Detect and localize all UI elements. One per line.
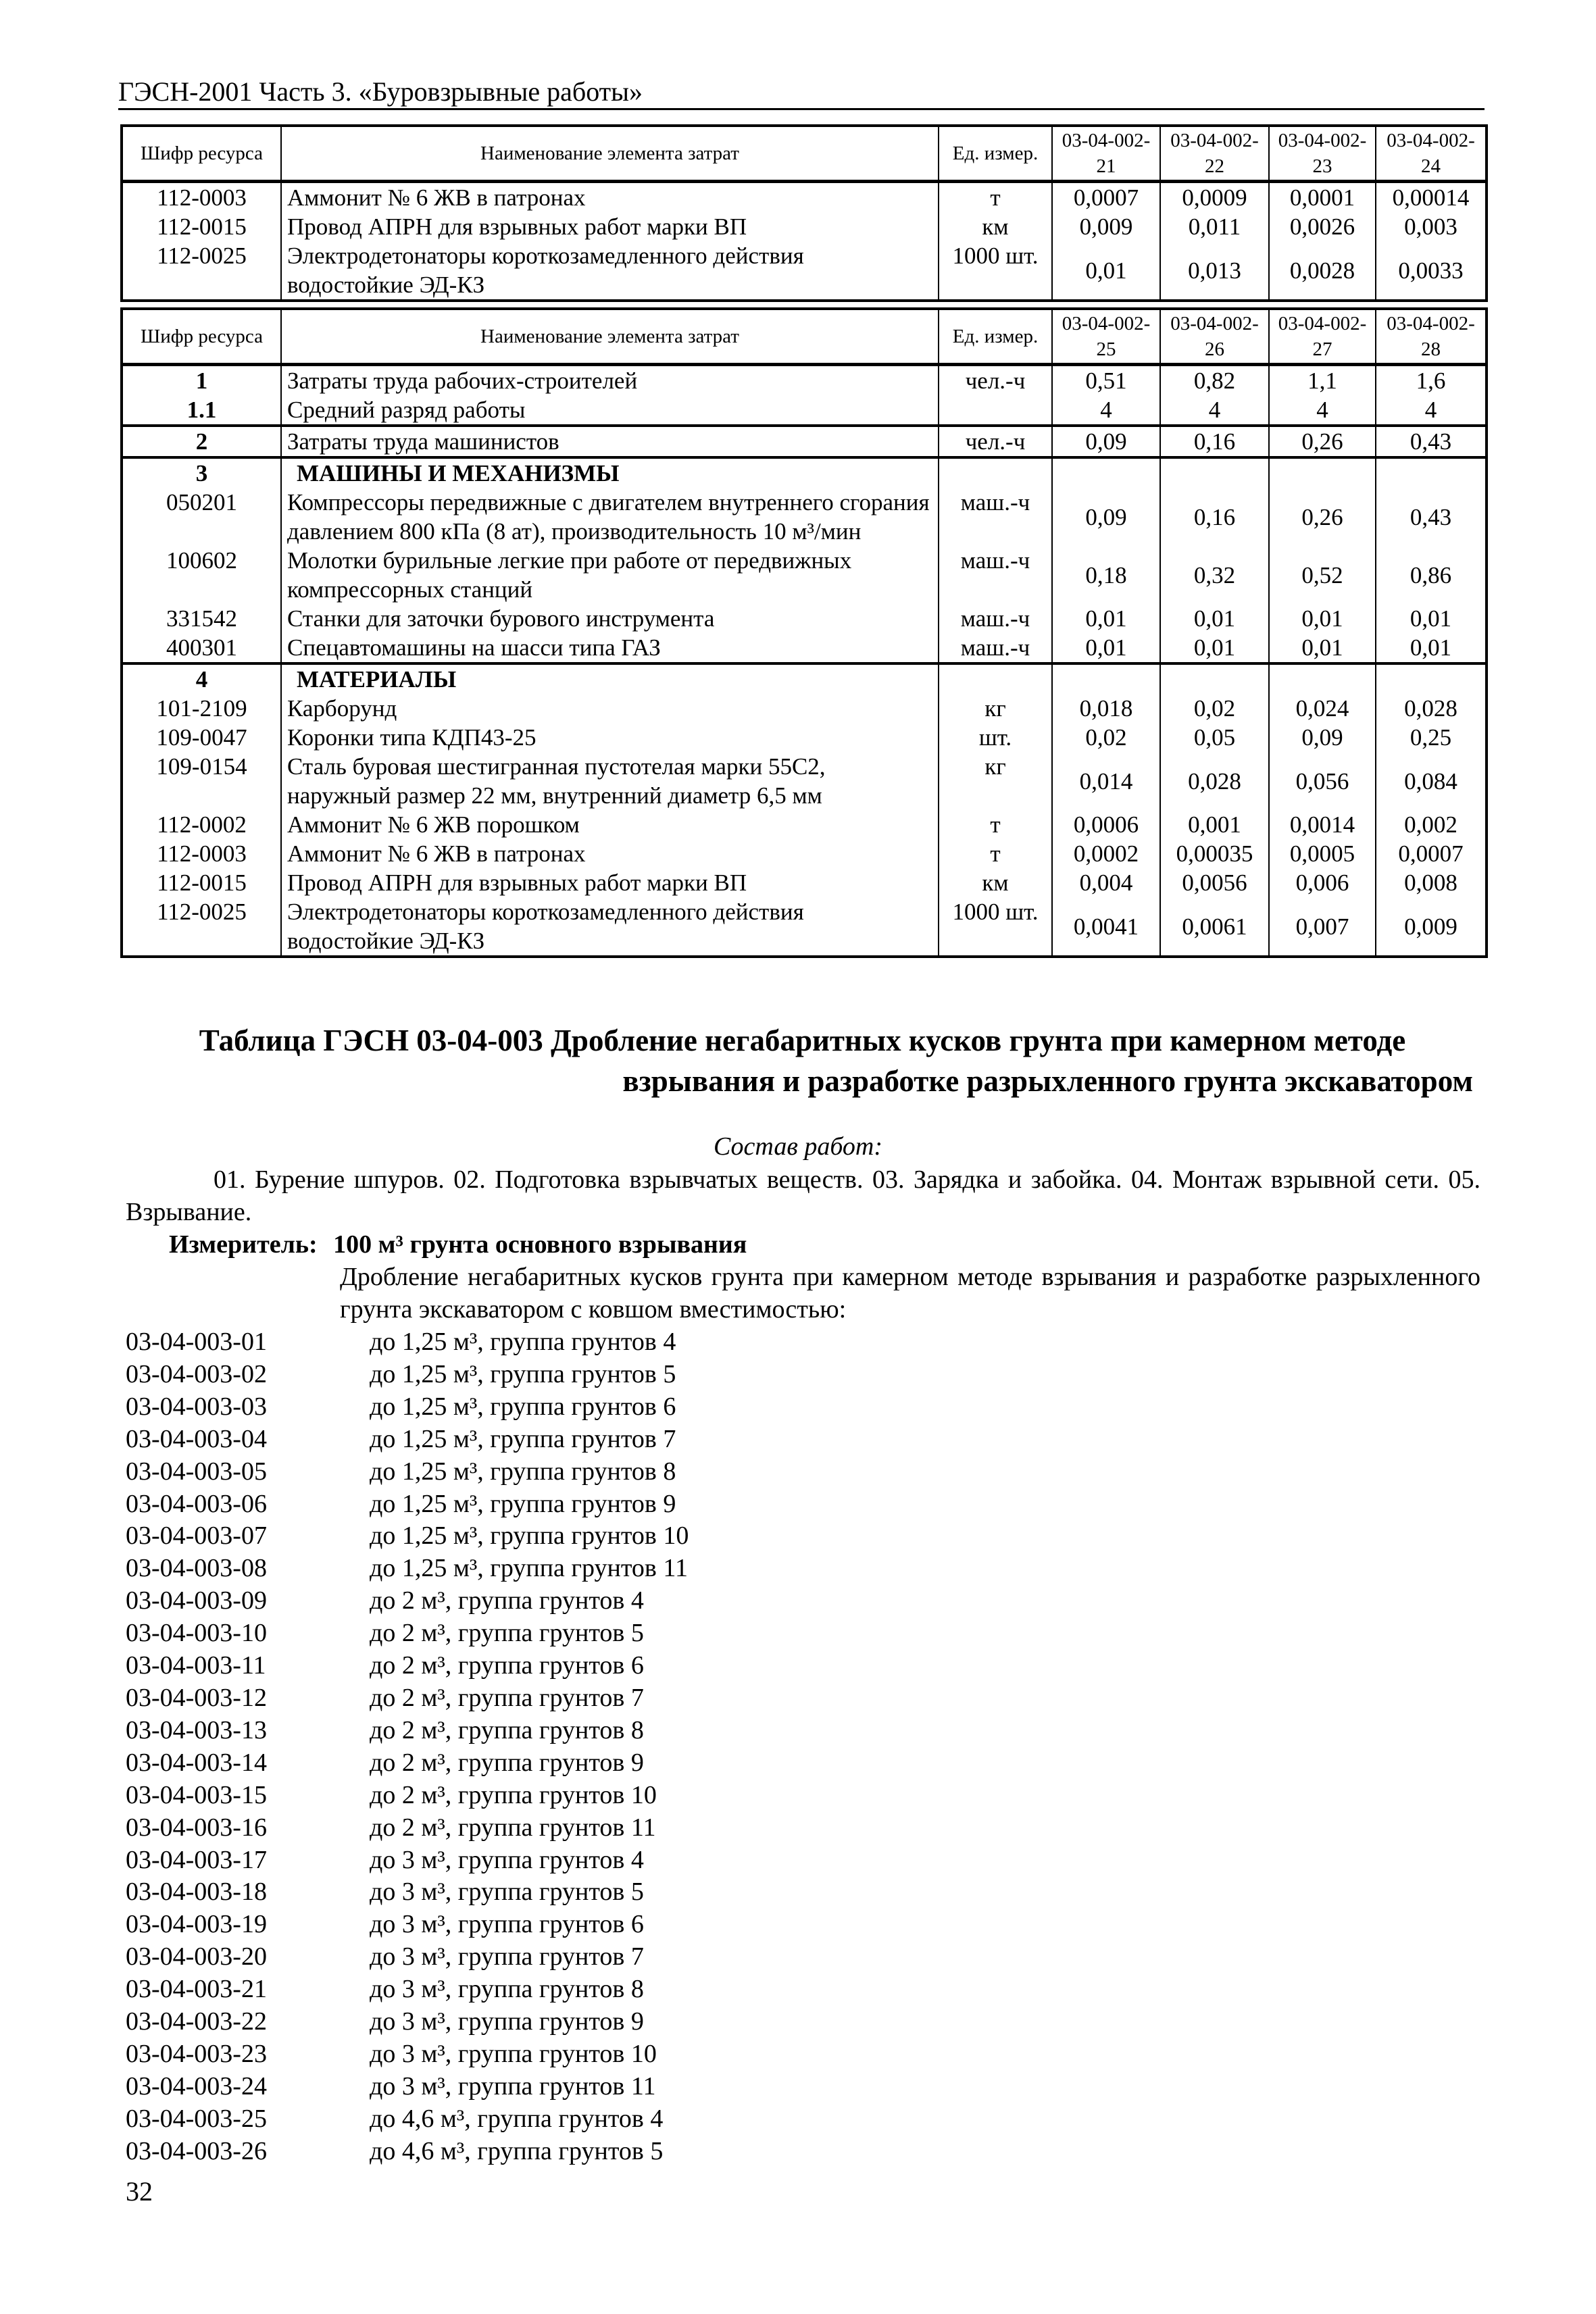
table-header-row xyxy=(122,309,1487,365)
value: 0,056 xyxy=(1269,752,1376,810)
value: 0,001 xyxy=(1160,810,1269,839)
value: 0,0033 xyxy=(1376,241,1487,301)
value: 0,0026 xyxy=(1269,212,1376,241)
unit: 1000 шт. xyxy=(939,897,1052,957)
header-rule xyxy=(118,108,1485,110)
unit xyxy=(939,663,1052,694)
value: 0,006 xyxy=(1269,868,1376,897)
resource-code: 2 xyxy=(122,426,281,457)
column-header: 03-04-002-27 xyxy=(1269,309,1376,365)
norm-code: 03-04-003-03 xyxy=(126,1392,267,1421)
resource-code: 112-0025 xyxy=(122,241,281,301)
value: 0,0061 xyxy=(1160,897,1269,957)
resource-code: 331542 xyxy=(122,604,281,633)
value: 0,0005 xyxy=(1269,839,1376,868)
cost-element: Аммонит № 6 ЖВ в патронах xyxy=(281,839,939,868)
resource-code: 112-0003 xyxy=(122,182,281,213)
table-row xyxy=(122,182,1487,213)
value: 0,0002 xyxy=(1052,839,1160,868)
norm-code: 03-04-003-18 xyxy=(126,1878,267,1907)
norm-code: 03-04-003-20 xyxy=(126,1942,267,1971)
cost-element: Коронки типа КДП43-25 xyxy=(281,723,939,752)
value: 0,009 xyxy=(1052,212,1160,241)
column-header: 03-04-002-21 xyxy=(1052,126,1160,182)
value: 0,008 xyxy=(1376,868,1487,897)
norm-description: до 2 м³, группа грунтов 8 xyxy=(370,1715,644,1744)
column-header: 03-04-002-23 xyxy=(1269,126,1376,182)
unit: шт. xyxy=(939,723,1052,752)
table-row xyxy=(122,723,1487,752)
norm-description: до 3 м³, группа грунтов 5 xyxy=(370,1878,644,1907)
value xyxy=(1052,457,1160,488)
value: 0,028 xyxy=(1376,694,1487,723)
resource-code: 101-2109 xyxy=(122,694,281,723)
table-row xyxy=(122,488,1487,546)
value: 0,18 xyxy=(1052,546,1160,604)
cost-element: Затраты труда рабочих-строителей xyxy=(281,365,939,396)
list-item xyxy=(126,1488,689,1521)
table-row xyxy=(122,897,1487,957)
norm-description: до 1,25 м³, группа грунтов 5 xyxy=(370,1359,676,1388)
list-item xyxy=(126,1326,689,1359)
norm-description: до 1,25 м³, группа грунтов 11 xyxy=(370,1554,688,1583)
table-row xyxy=(122,839,1487,868)
column-header: 03-04-002-25 xyxy=(1052,309,1160,365)
column-header: 03-04-002-24 xyxy=(1376,126,1487,182)
norm-code: 03-04-003-16 xyxy=(126,1813,267,1842)
list-item xyxy=(126,1391,689,1424)
cost-element: Спецавтомашины на шасси типа ГАЗ xyxy=(281,633,939,663)
norm-description: до 2 м³, группа грунтов 9 xyxy=(370,1748,644,1777)
norm-description: до 1,25 м³, группа грунтов 10 xyxy=(370,1521,689,1551)
value: 0,01 xyxy=(1052,633,1160,663)
list-item xyxy=(126,1585,689,1617)
value xyxy=(1376,457,1487,488)
norm-code: 03-04-003-13 xyxy=(126,1715,267,1744)
resource-code: 112-0003 xyxy=(122,839,281,868)
table-row xyxy=(122,694,1487,723)
unit: кг xyxy=(939,752,1052,810)
title-line-2: взрывания и разработке разрыхленного грунта экскаватором xyxy=(622,1064,1473,1098)
value: 0,00014 xyxy=(1376,182,1487,213)
cost-element: Аммонит № 6 ЖВ в патронах xyxy=(281,182,939,213)
value: 0,01 xyxy=(1376,633,1487,663)
page-number: 32 xyxy=(126,2176,153,2207)
column-header: Шифр ресурса xyxy=(122,126,281,182)
value: 0,0007 xyxy=(1376,839,1487,868)
value: 0,01 xyxy=(1269,604,1376,633)
value: 0,009 xyxy=(1376,897,1487,957)
norm-description: до 3 м³, группа грунтов 8 xyxy=(370,1975,644,2004)
column-header: 03-04-002-26 xyxy=(1160,309,1269,365)
column-header: Наименование элемента затрат xyxy=(281,126,939,182)
norm-description: до 2 м³, группа грунтов 4 xyxy=(370,1586,644,1615)
unit: маш.-ч xyxy=(939,546,1052,604)
resource-code: 112-0015 xyxy=(122,212,281,241)
norm-description: до 4,6 м³, группа грунтов 4 xyxy=(370,2104,664,2133)
norm-description: до 1,25 м³, группа грунтов 7 xyxy=(370,1424,676,1453)
work-heading: Состав работ: xyxy=(713,1132,883,1161)
norm-description: до 3 м³, группа грунтов 11 xyxy=(370,2071,656,2101)
value: 0,0006 xyxy=(1052,810,1160,839)
list-item xyxy=(126,1909,689,1941)
norm-description: до 4,6 м³, группа грунтов 5 xyxy=(370,2136,664,2165)
unit: чел.-ч xyxy=(939,426,1052,457)
value: 0,028 xyxy=(1160,752,1269,810)
table-row xyxy=(122,868,1487,897)
value: 0,43 xyxy=(1376,488,1487,546)
value: 0,26 xyxy=(1269,488,1376,546)
norm-list xyxy=(126,1326,689,2168)
table-row xyxy=(122,810,1487,839)
cost-element: Карборунд xyxy=(281,694,939,723)
norm-description: до 1,25 м³, группа грунтов 8 xyxy=(370,1457,676,1486)
value: 0,084 xyxy=(1376,752,1487,810)
table-header-row xyxy=(122,126,1487,182)
value xyxy=(1269,663,1376,694)
value: 0,003 xyxy=(1376,212,1487,241)
norm-code: 03-04-003-06 xyxy=(126,1489,267,1518)
table-row xyxy=(122,241,1487,301)
norm-code: 03-04-003-21 xyxy=(126,1975,267,2004)
unit: кг xyxy=(939,694,1052,723)
value: 0,01 xyxy=(1160,604,1269,633)
norm-description: до 3 м³, группа грунтов 10 xyxy=(370,2039,657,2068)
value: 0,02 xyxy=(1160,694,1269,723)
table-row xyxy=(122,604,1487,633)
list-item xyxy=(126,1844,689,1877)
table-title xyxy=(118,1020,1473,1101)
value: 0,02 xyxy=(1052,723,1160,752)
value: 0,52 xyxy=(1269,546,1376,604)
unit xyxy=(939,457,1052,488)
unit: маш.-ч xyxy=(939,604,1052,633)
list-item xyxy=(126,1682,689,1715)
norm-code: 03-04-003-23 xyxy=(126,2039,267,2068)
norm-code: 03-04-003-22 xyxy=(126,2007,267,2036)
unit xyxy=(939,395,1052,426)
value: 0,007 xyxy=(1269,897,1376,957)
norm-description: до 2 м³, группа грунтов 10 xyxy=(370,1780,657,1809)
value: 1,6 xyxy=(1376,365,1487,396)
list-item xyxy=(126,2038,689,2071)
list-item xyxy=(126,2071,689,2103)
cost-element: Электродетонаторы короткозамедленного действия водостойкие ЭД-КЗ xyxy=(281,241,939,301)
unit: км xyxy=(939,868,1052,897)
cost-element: Молотки бурильные легкие при работе от передвижных компрессорных станций xyxy=(281,546,939,604)
norm-code: 03-04-003-08 xyxy=(126,1554,267,1583)
value: 0,86 xyxy=(1376,546,1487,604)
cost-element: МАТЕРИАЛЫ xyxy=(281,663,939,694)
value: 4 xyxy=(1269,395,1376,426)
resource-code: 4 xyxy=(122,663,281,694)
cost-element: Сталь буровая шестигранная пустотелая марки 55С2, наружный размер 22 мм, внутренний диаметр 6,5 мм xyxy=(281,752,939,810)
norm-code: 03-04-003-09 xyxy=(126,1586,267,1615)
value: 0,01 xyxy=(1160,633,1269,663)
value: 0,0028 xyxy=(1269,241,1376,301)
value: 0,09 xyxy=(1052,488,1160,546)
norm-code: 03-04-003-12 xyxy=(126,1683,267,1712)
list-item xyxy=(126,1553,689,1585)
value: 0,002 xyxy=(1376,810,1487,839)
unit: маш.-ч xyxy=(939,488,1052,546)
norm-code: 03-04-003-04 xyxy=(126,1424,267,1453)
value xyxy=(1052,663,1160,694)
list-item xyxy=(126,2103,689,2136)
title-line-1: Таблица ГЭСН 03-04-003 Дробление негабаритных кусков грунта при камерном методе xyxy=(199,1024,1406,1057)
norm-code: 03-04-003-19 xyxy=(126,1910,267,1939)
value: 0,011 xyxy=(1160,212,1269,241)
norm-code: 03-04-003-14 xyxy=(126,1748,267,1777)
resource-code: 112-0015 xyxy=(122,868,281,897)
norm-description: до 3 м³, группа грунтов 9 xyxy=(370,2007,644,2036)
norm-code: 03-04-003-24 xyxy=(126,2071,267,2101)
description: Дробление негабаритных кусков грунта при камерном методе взрывания и разработке разрыхленного грунта экскаватором с ковшом вместимостью: xyxy=(340,1263,1480,1324)
column-header: Шифр ресурса xyxy=(122,309,281,365)
list-item xyxy=(126,1715,689,1747)
resource-code: 100602 xyxy=(122,546,281,604)
cost-element: Провод АПРН для взрывных работ марки ВП xyxy=(281,868,939,897)
norm-description: до 2 м³, группа грунтов 6 xyxy=(370,1651,644,1680)
value: 0,51 xyxy=(1052,365,1160,396)
value: 0,013 xyxy=(1160,241,1269,301)
list-item xyxy=(126,1973,689,2006)
norm-description: до 1,25 м³, группа грунтов 6 xyxy=(370,1392,676,1421)
norm-description: до 3 м³, группа грунтов 7 xyxy=(370,1942,644,1971)
value: 0,09 xyxy=(1269,723,1376,752)
cost-element: МАШИНЫ И МЕХАНИЗМЫ xyxy=(281,457,939,488)
column-header: Наименование элемента затрат xyxy=(281,309,939,365)
value: 0,01 xyxy=(1052,604,1160,633)
resource-code: 109-0154 xyxy=(122,752,281,810)
meter-value: 100 м³ грунта основного взрывания xyxy=(333,1230,747,1259)
value xyxy=(1376,663,1487,694)
resource-code: 3 xyxy=(122,457,281,488)
column-header: 03-04-002-28 xyxy=(1376,309,1487,365)
cost-element: Средний разряд работы xyxy=(281,395,939,426)
list-item xyxy=(126,1780,689,1812)
norm-description: до 1,25 м³, группа грунтов 9 xyxy=(370,1489,676,1518)
resource-code: 400301 xyxy=(122,633,281,663)
norm-description: до 2 м³, группа грунтов 5 xyxy=(370,1619,644,1648)
list-item xyxy=(126,1650,689,1682)
norm-code: 03-04-003-07 xyxy=(126,1521,267,1551)
unit: чел.-ч xyxy=(939,365,1052,396)
list-item xyxy=(126,1424,689,1456)
value: 0,0007 xyxy=(1052,182,1160,213)
value: 0,0014 xyxy=(1269,810,1376,839)
value: 1,1 xyxy=(1269,365,1376,396)
value: 0,25 xyxy=(1376,723,1487,752)
list-item xyxy=(126,1876,689,1909)
value: 4 xyxy=(1160,395,1269,426)
value: 0,43 xyxy=(1376,426,1487,457)
value xyxy=(1160,457,1269,488)
cost-element: Затраты труда машинистов xyxy=(281,426,939,457)
unit: 1000 шт. xyxy=(939,241,1052,301)
value: 4 xyxy=(1376,395,1487,426)
cost-element: Компрессоры передвижные с двигателем внутреннего сгорания давлением 800 кПа (8 ат), производительность 10 м³/мин xyxy=(281,488,939,546)
list-item xyxy=(126,1456,689,1488)
norm-code: 03-04-003-05 xyxy=(126,1457,267,1486)
value: 0,0001 xyxy=(1269,182,1376,213)
column-header: Ед. измер. xyxy=(939,309,1052,365)
list-item xyxy=(126,2136,689,2168)
column-header: 03-04-002-22 xyxy=(1160,126,1269,182)
list-item xyxy=(126,1359,689,1391)
table-row xyxy=(122,546,1487,604)
norm-code: 03-04-003-26 xyxy=(126,2136,267,2165)
value: 0,01 xyxy=(1052,241,1160,301)
value: 0,0056 xyxy=(1160,868,1269,897)
norm-description: до 2 м³, группа грунтов 11 xyxy=(370,1813,656,1842)
table-row xyxy=(122,633,1487,663)
list-item xyxy=(126,1941,689,1973)
resource-code: 112-0002 xyxy=(122,810,281,839)
value: 0,16 xyxy=(1160,488,1269,546)
list-item xyxy=(126,1747,689,1780)
norm-description: до 3 м³, группа грунтов 6 xyxy=(370,1910,644,1939)
cost-element: Аммонит № 6 ЖВ порошком xyxy=(281,810,939,839)
value: 0,01 xyxy=(1269,633,1376,663)
resource-code: 050201 xyxy=(122,488,281,546)
unit: маш.-ч xyxy=(939,633,1052,663)
value: 0,024 xyxy=(1269,694,1376,723)
unit: т xyxy=(939,182,1052,213)
value: 0,004 xyxy=(1052,868,1160,897)
column-header: Ед. измер. xyxy=(939,126,1052,182)
value: 0,09 xyxy=(1052,426,1160,457)
norm-code: 03-04-003-02 xyxy=(126,1359,267,1388)
running-header: ГЭСН-2001 Часть 3. «Буровзрывные работы» xyxy=(118,76,643,107)
norm-code: 03-04-003-17 xyxy=(126,1845,267,1874)
norm-code: 03-04-003-25 xyxy=(126,2104,267,2133)
value xyxy=(1269,457,1376,488)
value: 0,018 xyxy=(1052,694,1160,723)
table-row xyxy=(122,663,1487,694)
unit: т xyxy=(939,810,1052,839)
list-item xyxy=(126,1812,689,1844)
list-item xyxy=(126,2006,689,2038)
value: 0,16 xyxy=(1160,426,1269,457)
value: 0,32 xyxy=(1160,546,1269,604)
norm-description: до 3 м³, группа грунтов 4 xyxy=(370,1845,644,1874)
norm-description: до 2 м³, группа грунтов 7 xyxy=(370,1683,644,1712)
cost-element: Станки для заточки бурового инструмента xyxy=(281,604,939,633)
value: 0,01 xyxy=(1376,604,1487,633)
table-row xyxy=(122,426,1487,457)
resource-code: 112-0025 xyxy=(122,897,281,957)
resource-table-2 xyxy=(120,307,1488,958)
cost-element: Электродетонаторы короткозамедленного действия водостойкие ЭД-КЗ xyxy=(281,897,939,957)
list-item xyxy=(126,1617,689,1650)
cost-element: Провод АПРН для взрывных работ марки ВП xyxy=(281,212,939,241)
unit: км xyxy=(939,212,1052,241)
resource-table-1 xyxy=(120,124,1488,302)
value: 0,0009 xyxy=(1160,182,1269,213)
value: 0,0041 xyxy=(1052,897,1160,957)
resource-code: 1 xyxy=(122,365,281,396)
norm-code: 03-04-003-10 xyxy=(126,1619,267,1648)
norm-code: 03-04-003-15 xyxy=(126,1780,267,1809)
value xyxy=(1160,663,1269,694)
norm-code: 03-04-003-11 xyxy=(126,1651,266,1680)
norm-description: до 1,25 м³, группа грунтов 4 xyxy=(370,1328,676,1356)
list-item xyxy=(126,1520,689,1553)
value: 0,26 xyxy=(1269,426,1376,457)
value: 0,00035 xyxy=(1160,839,1269,868)
meter-line xyxy=(169,1228,747,1261)
unit: т xyxy=(939,839,1052,868)
value: 0,014 xyxy=(1052,752,1160,810)
meter-label: Измеритель: xyxy=(169,1230,318,1259)
resource-code: 1.1 xyxy=(122,395,281,426)
resource-code: 109-0047 xyxy=(122,723,281,752)
value: 4 xyxy=(1052,395,1160,426)
table-row xyxy=(122,395,1487,426)
value: 0,05 xyxy=(1160,723,1269,752)
norm-code: 03-04-003-01 xyxy=(126,1328,267,1356)
table-row xyxy=(122,752,1487,810)
table-row xyxy=(122,212,1487,241)
table-row xyxy=(122,457,1487,488)
table-row xyxy=(122,365,1487,396)
work-text: 01. Бурение шпуров. 02. Подготовка взрывчатых веществ. 03. Зарядка и забойка. 04. Монтаж взрывной сети. 05. Взрывание. xyxy=(126,1165,1480,1226)
value: 0,82 xyxy=(1160,365,1269,396)
